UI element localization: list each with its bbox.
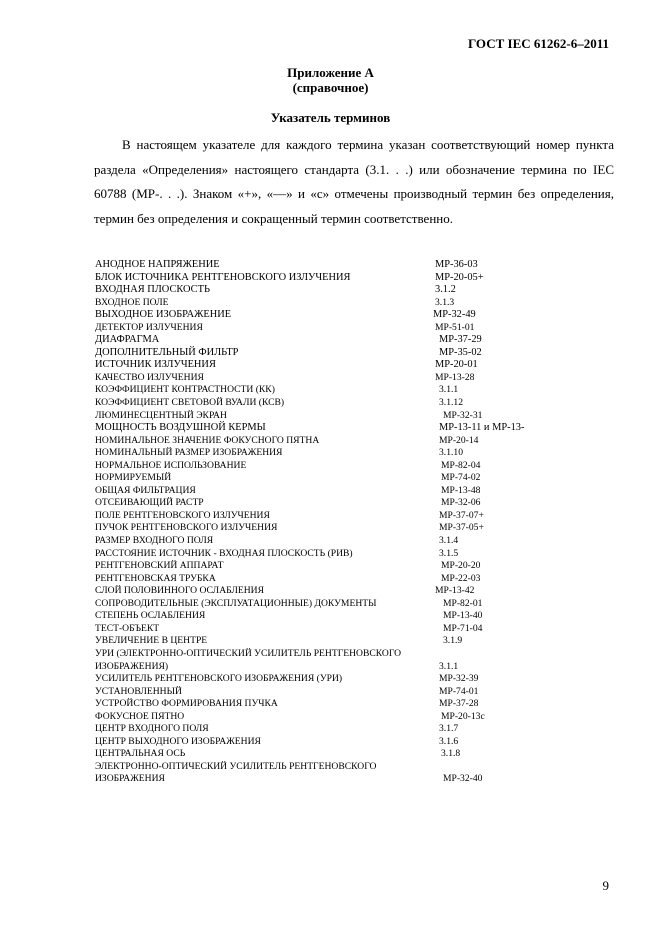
term-reference: МР-20-05+	[435, 271, 484, 283]
term-reference: МР-37-29	[439, 334, 482, 346]
term-reference: МР-32-39	[439, 673, 479, 685]
term-name: ОБЩАЯ ФИЛЬТРАЦИЯ	[95, 484, 196, 496]
term-row	[95, 535, 615, 548]
term-reference: МР-37-07+	[439, 509, 484, 521]
term-name: ИСТОЧНИК ИЗЛУЧЕНИЯ	[95, 359, 216, 371]
term-reference: МР-13-28	[435, 371, 475, 383]
term-name: БЛОК ИСТОЧНИКА РЕНТГЕНОВСКОГО ИЗЛУЧЕНИЯ	[95, 271, 351, 283]
term-name: ВХОДНОЕ ПОЛЕ	[95, 296, 169, 308]
term-name: АНОДНОЕ НАПРЯЖЕНИЕ	[95, 259, 220, 270]
term-row	[95, 497, 615, 510]
term-name: КОЭФФИЦИЕНТ КОНТРАСТНОСТИ (КК)	[95, 384, 275, 396]
term-reference: МР-32-31	[443, 409, 483, 421]
term-name: ФОКУСНОЕ ПЯТНО	[95, 710, 185, 722]
term-row	[95, 485, 615, 498]
term-row	[95, 698, 615, 711]
term-reference: 3.1.1	[439, 660, 459, 672]
term-reference: МР-13-40	[443, 610, 483, 622]
term-reference: МР-22-03	[441, 572, 481, 584]
term-row	[95, 598, 615, 611]
term-name: УСТАНОВЛЕННЫЙ	[95, 685, 182, 697]
term-name: ЭЛЕКТРОННО-ОПТИЧЕСКИЙ УСИЛИТЕЛЬ РЕНТГЕНОВСКОГО	[95, 760, 377, 772]
term-row	[95, 272, 615, 285]
term-reference: МР-32-40	[443, 773, 483, 785]
term-reference: 3.1.12	[439, 397, 463, 409]
term-reference: МР-36-03	[435, 259, 478, 270]
term-reference: 3.1.2	[435, 284, 456, 296]
term-name: ДИАФРАГМА	[95, 334, 160, 346]
term-reference: МР-71-04	[443, 622, 483, 634]
term-name: УРИ (ЭЛЕКТРОННО-ОПТИЧЕСКИЙ УСИЛИТЕЛЬ РЕНТГЕНОВСКОГО	[95, 647, 402, 659]
term-row	[95, 585, 615, 598]
term-row	[95, 673, 615, 686]
term-reference: МР-32-49	[433, 309, 476, 321]
term-name: ПУЧОК РЕНТГЕНОВСКОГО ИЗЛУЧЕНИЯ	[95, 522, 278, 534]
term-reference: 3.1.9	[443, 635, 463, 647]
term-reference: МР-51-01	[435, 321, 475, 333]
term-name: ВХОДНАЯ ПЛОСКОСТЬ	[95, 284, 210, 296]
term-reference: МР-82-04	[441, 459, 481, 471]
term-row	[95, 359, 615, 372]
page-number: 9	[602, 878, 609, 893]
term-row	[95, 773, 615, 786]
term-row	[95, 548, 615, 561]
term-reference: 3.1.7	[439, 723, 459, 735]
term-name: КОЭФФИЦИЕНТ СВЕТОВОЙ ВУАЛИ (КСВ)	[95, 397, 285, 409]
index-heading: Указатель терминов	[270, 110, 391, 125]
term-name: ДЕТЕКТОР ИЗЛУЧЕНИЯ	[95, 321, 203, 333]
term-row	[95, 736, 615, 749]
term-name: НОМИНАЛЬНОЕ ЗНАЧЕНИЕ ФОКУСНОГО ПЯТНА	[95, 434, 320, 446]
appendix-subtitle: (справочное)	[292, 80, 369, 95]
term-name: ВЫХОДНОЕ ИЗОБРАЖЕНИЕ	[95, 309, 232, 321]
term-reference: 3.1.10	[439, 447, 463, 459]
term-reference: МР-13-42	[435, 585, 475, 597]
term-row	[95, 297, 615, 310]
term-row	[95, 661, 615, 674]
term-row	[95, 560, 615, 573]
term-reference: МР-74-01	[439, 685, 479, 697]
term-reference: МР-82-01	[443, 597, 483, 609]
term-row	[95, 435, 615, 448]
term-row	[95, 410, 615, 423]
term-row	[95, 522, 615, 535]
term-name: ИЗОБРАЖЕНИЯ)	[95, 660, 169, 672]
term-name: ЦЕНТР ВЫХОДНОГО ИЗОБРАЖЕНИЯ	[95, 735, 261, 747]
term-name: СТЕПЕНЬ ОСЛАБЛЕНИЯ	[95, 610, 206, 622]
term-name: УВЕЛИЧЕНИЕ В ЦЕНТРЕ	[95, 635, 208, 647]
term-reference: 3.1.6	[439, 735, 459, 747]
term-name: РЕНТГЕНОВСКИЙ АППАРАТ	[95, 560, 224, 572]
term-reference: 3.1.4	[439, 535, 459, 547]
term-reference: МР-35-02	[439, 346, 482, 358]
term-name: ОТСЕИВАЮЩИЙ РАСТР	[95, 497, 204, 509]
term-row	[95, 447, 615, 460]
term-name: НОРМАЛЬНОЕ ИСПОЛЬЗОВАНИЕ	[95, 459, 247, 471]
term-row	[95, 648, 615, 661]
term-name: ИЗОБРАЖЕНИЯ	[95, 773, 165, 785]
term-name: РАЗМЕР ВХОДНОГО ПОЛЯ	[95, 535, 214, 547]
term-reference: МР-20-13с	[441, 710, 485, 722]
term-name: УСТРОЙСТВО ФОРМИРОВАНИЯ ПУЧКА	[95, 698, 278, 710]
term-name: ПОЛЕ РЕНТГЕНОВСКОГО ИЗЛУЧЕНИЯ	[95, 509, 270, 521]
term-reference: 3.1.8	[441, 748, 461, 760]
term-row	[95, 322, 615, 335]
term-row	[95, 573, 615, 586]
term-row	[95, 309, 615, 322]
term-name: УСИЛИТЕЛЬ РЕНТГЕНОВСКОГО ИЗОБРАЖЕНИЯ (УРИ)	[95, 673, 343, 685]
intro-text: В настоящем указателе для каждого термина указан соответствующий номер пункта раздела «Определения» настоящего стандарта (3.1. . .) или обозначение термина по IEC 60788 (МР-. . .). Знаком «+», «—» и «с» отмечены производный термин без определения, термин без определения и сокращенный термин соответственно.	[94, 137, 614, 226]
term-reference: 3.1.1	[439, 384, 459, 396]
term-row	[95, 397, 615, 410]
term-reference: МР-32-06	[441, 497, 481, 509]
term-name: МОЩНОСТЬ ВОЗДУШНОЙ КЕРМЫ	[95, 422, 266, 434]
term-reference: МР-20-14	[439, 434, 479, 446]
term-row	[95, 472, 615, 485]
term-row	[95, 259, 615, 272]
term-reference: МР-74-02	[441, 472, 481, 484]
term-row	[95, 723, 615, 736]
term-row	[95, 686, 615, 699]
appendix-title: Приложение А	[287, 65, 374, 80]
term-reference: МР-37-05+	[439, 522, 484, 534]
term-row	[95, 460, 615, 473]
term-row	[95, 422, 615, 435]
term-row	[95, 711, 615, 724]
term-row	[95, 384, 615, 397]
term-reference: МР-13-48	[441, 484, 481, 496]
term-name: ЛЮМИНЕСЦЕНТНЫЙ ЭКРАН	[95, 409, 227, 421]
term-row	[95, 761, 615, 774]
intro-paragraph	[94, 133, 614, 231]
term-name: РЕНТГЕНОВСКАЯ ТРУБКА	[95, 572, 216, 584]
term-reference: МР-37-28	[439, 698, 479, 710]
term-row	[95, 510, 615, 523]
standard-designation: ГОСТ IEC 61262-6–2011	[467, 36, 609, 51]
term-row	[95, 334, 615, 347]
term-name: СЛОЙ ПОЛОВИННОГО ОСЛАБЛЕНИЯ	[95, 585, 265, 597]
term-name: НОРМИРУЕМЫЙ	[95, 472, 172, 484]
term-name: ЦЕНТРАЛЬНАЯ ОСЬ	[95, 748, 186, 760]
term-name: ДОПОЛНИТЕЛЬНЫЙ ФИЛЬТР	[95, 346, 239, 358]
term-name: ЦЕНТР ВХОДНОГО ПОЛЯ	[95, 723, 209, 735]
term-reference: МР-20-01	[435, 359, 478, 371]
term-reference: 3.1.3	[435, 296, 455, 308]
term-row	[95, 635, 615, 648]
term-name: ТЕСТ-ОБЪЕКТ	[95, 622, 160, 634]
term-row	[95, 748, 615, 761]
term-row	[95, 347, 615, 360]
term-row	[95, 284, 615, 297]
term-name: НОМИНАЛЬНЫЙ РАЗМЕР ИЗОБРАЖЕНИЯ	[95, 447, 283, 459]
terms-list	[95, 259, 615, 786]
term-row	[95, 623, 615, 636]
term-reference: МР-13-11 и МР-13-	[439, 422, 525, 434]
term-row	[95, 610, 615, 623]
term-reference: 3.1.5	[439, 547, 459, 559]
term-name: СОПРОВОДИТЕЛЬНЫЕ (ЭКСПЛУАТАЦИОННЫЕ) ДОКУМЕНТЫ	[95, 597, 377, 609]
term-name: КАЧЕСТВО ИЗЛУЧЕНИЯ	[95, 371, 204, 383]
term-reference: МР-20-20	[441, 560, 481, 572]
term-name: РАССТОЯНИЕ ИСТОЧНИК - ВХОДНАЯ ПЛОСКОСТЬ (РИВ)	[95, 547, 353, 559]
term-row	[95, 372, 615, 385]
